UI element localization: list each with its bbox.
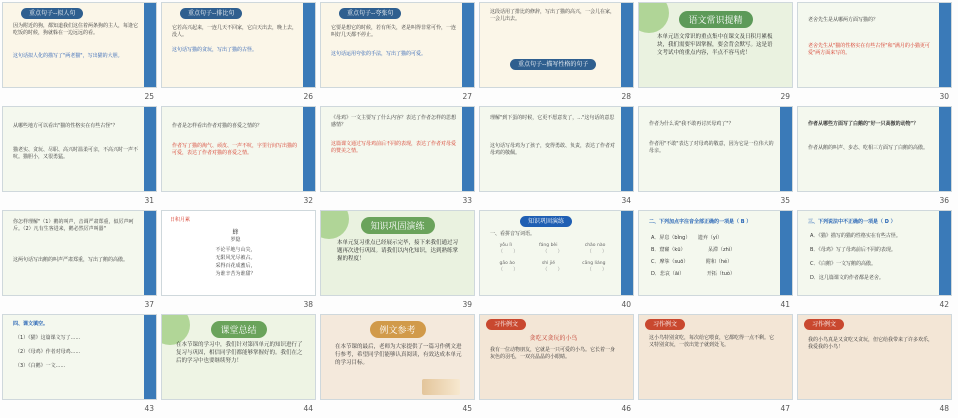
slide-question: 作者从哪些方面写了白鹅的"好一只高傲的动物"？ [808,121,919,127]
slide-thumb-26[interactable] [161,2,316,101]
slide-title: 课堂总结 [210,321,266,338]
slide-number: 34 [621,196,631,205]
slide-body: 这段话用了排比的修辞，写出了猫的高兴，一会儿在家，一会儿出去。 [490,9,616,22]
poem-author: 罗隐 [230,237,241,243]
slide-number: 25 [144,92,154,101]
slide-question: 《母鸡》一文主要写了什么内容？表达了作者怎样的思想感情？ [331,115,457,128]
slide-thumb-38[interactable] [161,210,316,309]
slide-thumb-28[interactable] [479,2,634,101]
pinyin-3: chǎo nào [584,243,606,248]
fill-line-2: （2）《母鸡》作者对母鸡...... [15,349,81,355]
slide-task: 二、下列加点字注音全部正确的一项是（ B ） [649,219,752,225]
slide-answer: 作者从鹅的叫声、步态、吃相三方面写了白鹅的高傲。 [808,145,929,151]
slide-thumb-43[interactable] [2,314,157,413]
pinyin-6: cāng liáng [582,261,606,266]
option-b: B．窟窿（kū） 呆滞（zhì） [651,247,736,253]
slide-thumb-46[interactable]: 习作例文 贪吃又贪玩的小鸟 我有一位动物朋友，它就是一只可爱的小鸟。它长着一身灰色的羽毛，一双亮晶晶的小眼睛。 46 [479,314,634,413]
slide-number: 39 [462,300,472,309]
slide-title: 语文常识提精 [678,11,752,28]
slide-answer: 这两句话写出鹅的叫声严肃郑重，写出了鹅的高傲。 [13,257,129,263]
slide-thumb-39[interactable] [320,210,475,309]
option-a: A．《猫》描写的猫的性格实在有些古怪。 [810,233,901,239]
option-d: D．这几篇课文的作者都是老舍。 [810,275,884,281]
essay-title: 贪吃又贪玩的小鸟 [529,335,578,342]
pinyin-5: shì jié [541,261,556,266]
slide-header: 重点句子--排比句 [180,8,242,19]
slide-number: 46 [621,404,631,413]
slide-number: 38 [303,300,313,309]
option-d: D．悲哀（āi） 开拓（tuò） [651,271,735,277]
slide-highlight: 这句话写猫的贪玩，写出了猫的古怪。 [172,47,258,53]
slide-question: 老舍先生是从哪两方面写猫的？ [808,17,879,23]
slide-number: 28 [621,92,631,101]
pinyin-2: fáng bèi [539,243,558,248]
slide-number: 37 [144,300,154,309]
slide-answer: 猫老实、贪玩、尽职、高兴时温柔可亲，不高兴时一声不吭。猫胆小，又很勇猛。 [13,147,139,160]
slide-number: 42 [939,300,949,309]
slide-question: 理解"到下蛋的时候，它更不愿意发了，..."这句话的意思 [490,115,615,121]
slide-answer: 这篇课文通过写母鸡前后不同的表现，表达了作者对母爱的赞美之情。 [331,141,457,154]
slide-header: 日积月累 [170,217,191,223]
slide-answer: 老舍先生从"猫的性格实在有些古怪"和"满月的小猫更可爱"两方面来写的。 [808,43,930,56]
slide-thumb-25[interactable] [2,2,157,101]
essay-body: 这小鸟特别贪吃，每次给它喂食，它都吃得一点不剩。它又特别贪玩，一放出笼子就到处飞。 [649,335,775,348]
slide-body: 它若高兴起来，一连几天不回家，它白天出去，晚上去，没人。 [172,25,298,38]
slide-thumb-31[interactable] [2,106,157,205]
slide-number: 35 [780,196,790,205]
slide-body: 它要是想它的时候，若有所失，老是叫得非常可怜，一连叫好几天都不停止。 [331,25,457,38]
slide-thumb-41[interactable] [638,210,793,309]
slide-number: 48 [939,404,949,413]
slide-body: 在本节课的最后，老师为大家提供了一篇习作例文进行参考，希望同学们能够认真阅读，有效达成本单元的学习目标。 [335,344,462,366]
slide-number: 40 [621,300,631,309]
slide-thumb-29[interactable] [638,2,793,101]
slide-number: 26 [303,92,313,101]
slide-header: 知识巩固演练 [520,216,572,227]
slide-body: 本单元复习重点已经展示完毕，接下来我们通过习题再次进行巩固。请我们以内化知识，达到熟练掌握的程度！ [337,240,459,262]
poem-title: 蜂 [232,229,239,236]
poem-line-3: 采得百花成蜜后， [215,263,256,269]
slide-thumb-37[interactable] [2,210,157,309]
slide-thumb-34[interactable] [479,106,634,205]
fill-line-3: （3）《白鹅》一文...... [15,363,66,369]
poem-line-2: 无限风光尽被占。 [215,255,256,261]
slide-thumb-30[interactable] [797,2,952,101]
slide-answer: 作者用"不敢"表达了对母鸡的敬意，因为它是一位伟大的母亲。 [649,141,774,154]
essay-body: 我有一位动物朋友，它就是一只可爱的小鸟。它长着一身灰色的羽毛，一双亮晶晶的小眼睛。 [490,347,616,360]
option-a: A．屏息（bǐng） 遗弃（yí） [651,235,723,241]
slide-title: 例文参考 [369,321,425,338]
slide-number: 33 [462,196,472,205]
slide-thumb-27[interactable] [320,2,475,101]
slide-task: 三、下列说法中不正确的一项是（ D ） [808,219,896,225]
poem-line-1: 不论平地与山尖， [215,247,256,253]
poem-line-4: 为谁辛苦为谁甜？ [215,271,256,277]
option-c: C．《白鹅》一文写鹅的高傲。 [810,261,876,267]
slide-question: 作者为什么说"我不敢再讨厌母鸡了"？ [649,121,734,127]
slide-thumb-40[interactable]: 知识巩固演练 一、看拼音写词语。 yǒu lì fáng bèi chǎo nào （ ） （ ） （ ） gāo ào shì jié cāng liáng （ ） （ ） （ ） 40 [479,210,634,309]
slide-question: 从哪些地方可以看出"猫的性格实在有些古怪"？ [13,123,118,129]
slide-thumb-42[interactable] [797,210,952,309]
slide-answer: 这句话写母鸡为了孩子，变得勇敢、负责，表达了作者对母鸡的敬佩。 [490,143,616,156]
slide-header: 重点句子--描写性格的句子 [510,59,596,70]
slide-highlight: 这句话运用夸张的手法，写出了猫的可爱。 [331,51,427,57]
slide-thumb-33[interactable] [320,106,475,205]
slide-number: 36 [939,196,949,205]
slide-thumb-32[interactable] [161,106,316,205]
pinyin-1: yǒu lì [499,243,512,248]
slide-answer: 作者写了猫的淘气、顽皮、一声不吭，字里行间写出猫的可爱，表达了作者对猫的喜爱之情。 [172,143,298,156]
slide-title: 知识巩固演练 [360,217,434,234]
slide-number: 29 [780,92,790,101]
fill-line-1: （1）《猫》这篇课文写了...... [15,335,81,341]
slide-number: 30 [939,92,949,101]
slide-number: 44 [303,404,313,413]
slide-thumb-47[interactable]: 习作例文 这小鸟特别贪吃，每次给它喂食，它都吃得一点不剩。它又特别贪玩，一放出笼子就到处飞。 47 [638,314,793,413]
slide-body: 在本节课的学习中，我们针对第四单元的知识进行了复习与巩固，相信同学们都能够掌握好的。我们在之后的学习中也要继续努力！ [176,342,303,364]
slide-body: 因为附近的狗，都知道我们这住着两条狗的主人，每逢它吃饭的时候，狗就躲在一边远远的看。 [13,23,139,36]
slide-number: 47 [780,404,790,413]
slide-header: 重点句子--拟人句 [21,8,83,19]
slide-number: 45 [462,404,472,413]
slide-thumb-48[interactable]: 习作例文 我的小鸟真是又贪吃又贪玩，但它给我带来了许多欢乐，我爱我的小鸟！ 48 [797,314,952,413]
slide-number: 32 [303,196,313,205]
slide-thumbnail-grid [2,2,956,416]
slide-thumb-36[interactable] [797,106,952,205]
essay-body: 我的小鸟真是又贪吃又贪玩，但它给我带来了许多欢乐，我爱我的小鸟！ [808,337,934,350]
slide-question: 作者是怎样看出作者对猫的喜爱之情的？ [172,123,263,129]
slide-highlight: 这句话拟人化的描写了"两老猫"，写出猫的大胆。 [13,53,123,59]
slide-thumb-35[interactable] [638,106,793,205]
option-c: C．摩挲（suō） 附和（hé） [651,259,733,265]
slide-number: 43 [144,404,154,413]
pinyin-4: gāo ào [499,261,515,266]
slide-task: 四、课文填空。 [13,321,49,327]
slide-number: 31 [144,196,154,205]
slide-header: 重点句子--夸张句 [339,8,401,19]
option-b: B．《母鸡》写了母鸡前后不同的表现。 [810,247,896,253]
slide-question: 你怎样理解"（1）鹅的叫声，音调严肃郑重，似厉声呵斥。（2）凡有生客进来，鹅必然厉声叫嚣" [13,219,134,232]
slide-thumb-44[interactable] [161,314,316,413]
slide-task: 一、看拼音写词语。 [490,231,536,237]
slide-thumb-45[interactable] [320,314,475,413]
slide-body: 本单元语文常识的重点集中在课文及日积月累板块，我们需要牢固掌握，要会背会默写。这是语文考试中的重点内容，半点不容马虎！ [657,34,773,56]
slide-number: 27 [462,92,472,101]
slide-number: 41 [780,300,790,309]
